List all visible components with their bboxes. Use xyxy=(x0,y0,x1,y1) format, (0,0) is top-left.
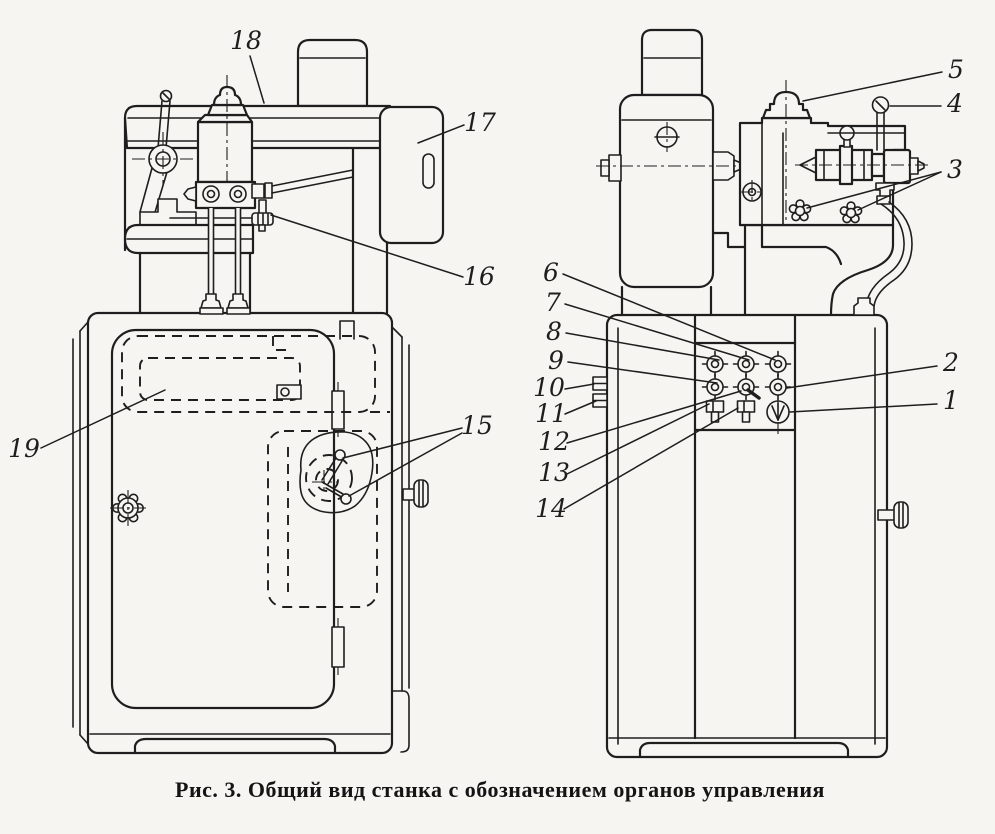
leader-10 xyxy=(565,384,594,389)
callout-3: 3 xyxy=(947,155,963,184)
leader-11 xyxy=(565,401,596,414)
callout-5: 5 xyxy=(948,55,964,84)
leader-5 xyxy=(803,72,942,101)
callout-10: 10 xyxy=(533,373,565,402)
callout-15: 15 xyxy=(461,411,493,440)
door-hinge xyxy=(332,627,344,667)
callout-1: 1 xyxy=(943,386,959,415)
callout-8: 8 xyxy=(546,317,562,346)
callout-11: 11 xyxy=(535,399,567,428)
callout-6: 6 xyxy=(543,258,559,287)
cable-gland xyxy=(854,298,874,315)
figure-caption: Рис. 3. Общий вид станка с обозначением органов управления xyxy=(175,777,825,802)
callout-18: 18 xyxy=(230,26,262,55)
callout-17: 17 xyxy=(464,108,496,137)
left-head-assembly xyxy=(125,40,443,314)
callout-9: 9 xyxy=(548,346,564,375)
callout-19: 19 xyxy=(8,434,40,463)
belt-cover xyxy=(380,107,443,243)
motor-side xyxy=(298,40,367,106)
right-machine-view xyxy=(593,30,932,757)
motor-front xyxy=(596,30,748,287)
left-cabinet xyxy=(73,313,428,753)
callout-14: 14 xyxy=(535,494,567,523)
left-machine-view xyxy=(73,40,443,753)
callout-12: 12 xyxy=(538,427,570,456)
callout-4: 4 xyxy=(947,89,963,118)
callout-13: 13 xyxy=(538,458,570,487)
callout-16: 16 xyxy=(463,262,495,291)
leader-18 xyxy=(250,56,264,103)
side-knob xyxy=(403,480,428,507)
callout-2: 2 xyxy=(943,348,959,377)
door-hinge xyxy=(332,391,344,429)
callout-7: 7 xyxy=(545,288,561,317)
